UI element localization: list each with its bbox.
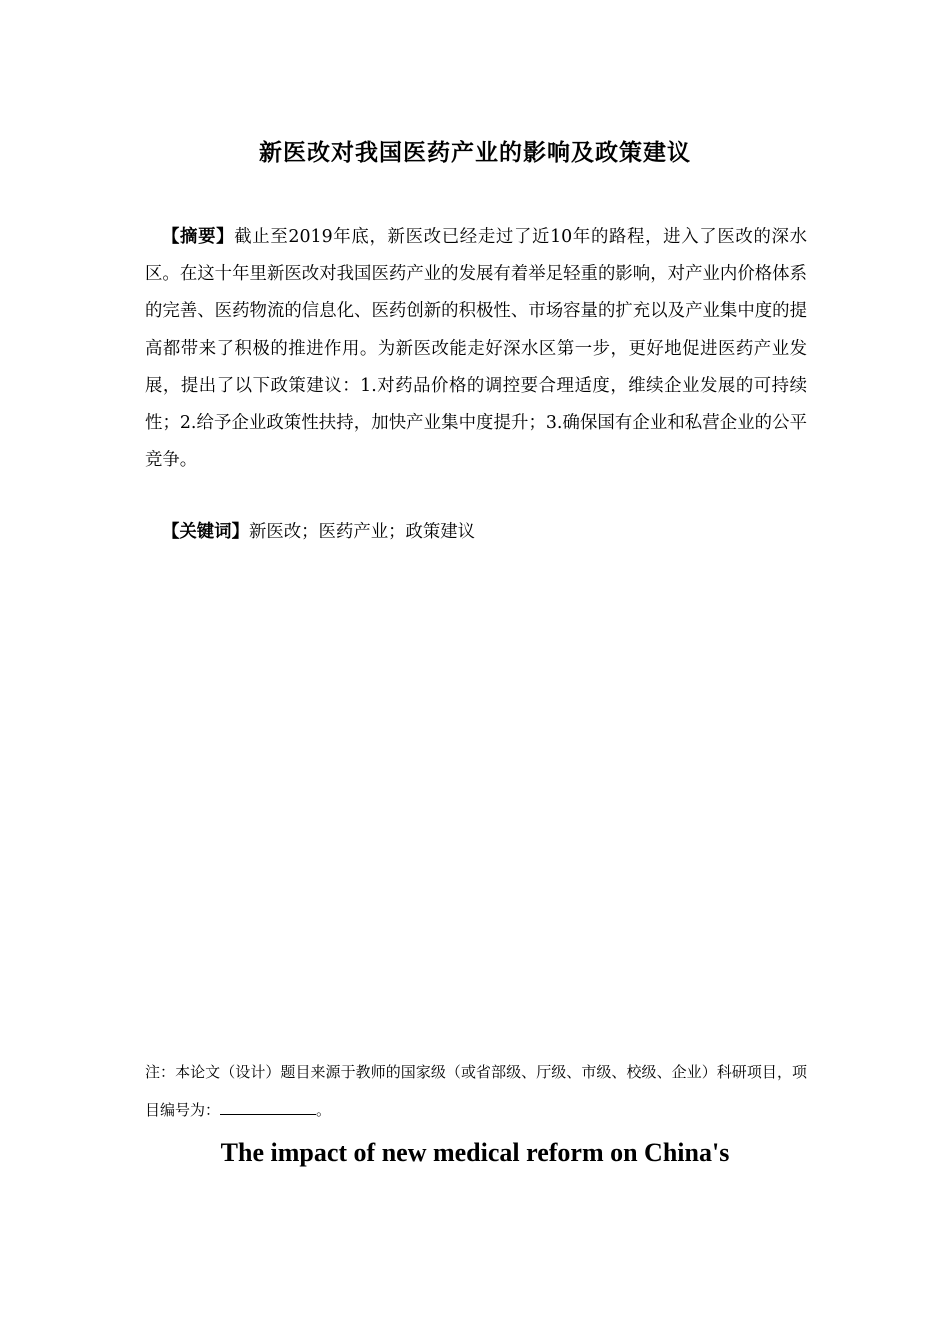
footnote [145, 1053, 807, 1129]
abstract-label: 【摘要】 [162, 227, 235, 247]
keywords-text: 新医改；医药产业；政策建议 [248, 522, 476, 542]
footnote-suffix: 。 [316, 1101, 332, 1119]
keywords-paragraph [145, 514, 807, 551]
abstract-text: 截止至2019年底，新医改已经走过了近10年的路程，进入了医改的深水区。在这十年里新医改对我国医药产业的发展有着举足轻重的影响，对产业内价格体系的完善、医药物流的信息化、医药创新的积极性、市场容量的扩充以及产业集中度的提高都带来了积极的推进作用。为新医改能走好深水区第一步，更好地促进医药产业发展，提出了以下政策建议：1.对药品价格的调控要合理适度，维续企业发展的可持续性；2.给予企业政策性扶持，加快产业集中度提升；3.确保国有企业和私营企业的公平竞争。 [145, 227, 807, 471]
keywords-label: 【关键词】 [162, 522, 249, 542]
paper-title: 新医改对我国医药产业的影响及政策建议 [259, 140, 691, 166]
footnote-text: 注：本论文（设计）题目来源于教师的国家级（或省部级、厅级、市级、校级、企业）科研项目，项目编号为： [145, 1063, 807, 1119]
abstract-paragraph [145, 219, 807, 479]
english-title: The impact of new medical reform on China's [220, 1138, 730, 1167]
project-number-blank [220, 1100, 316, 1115]
